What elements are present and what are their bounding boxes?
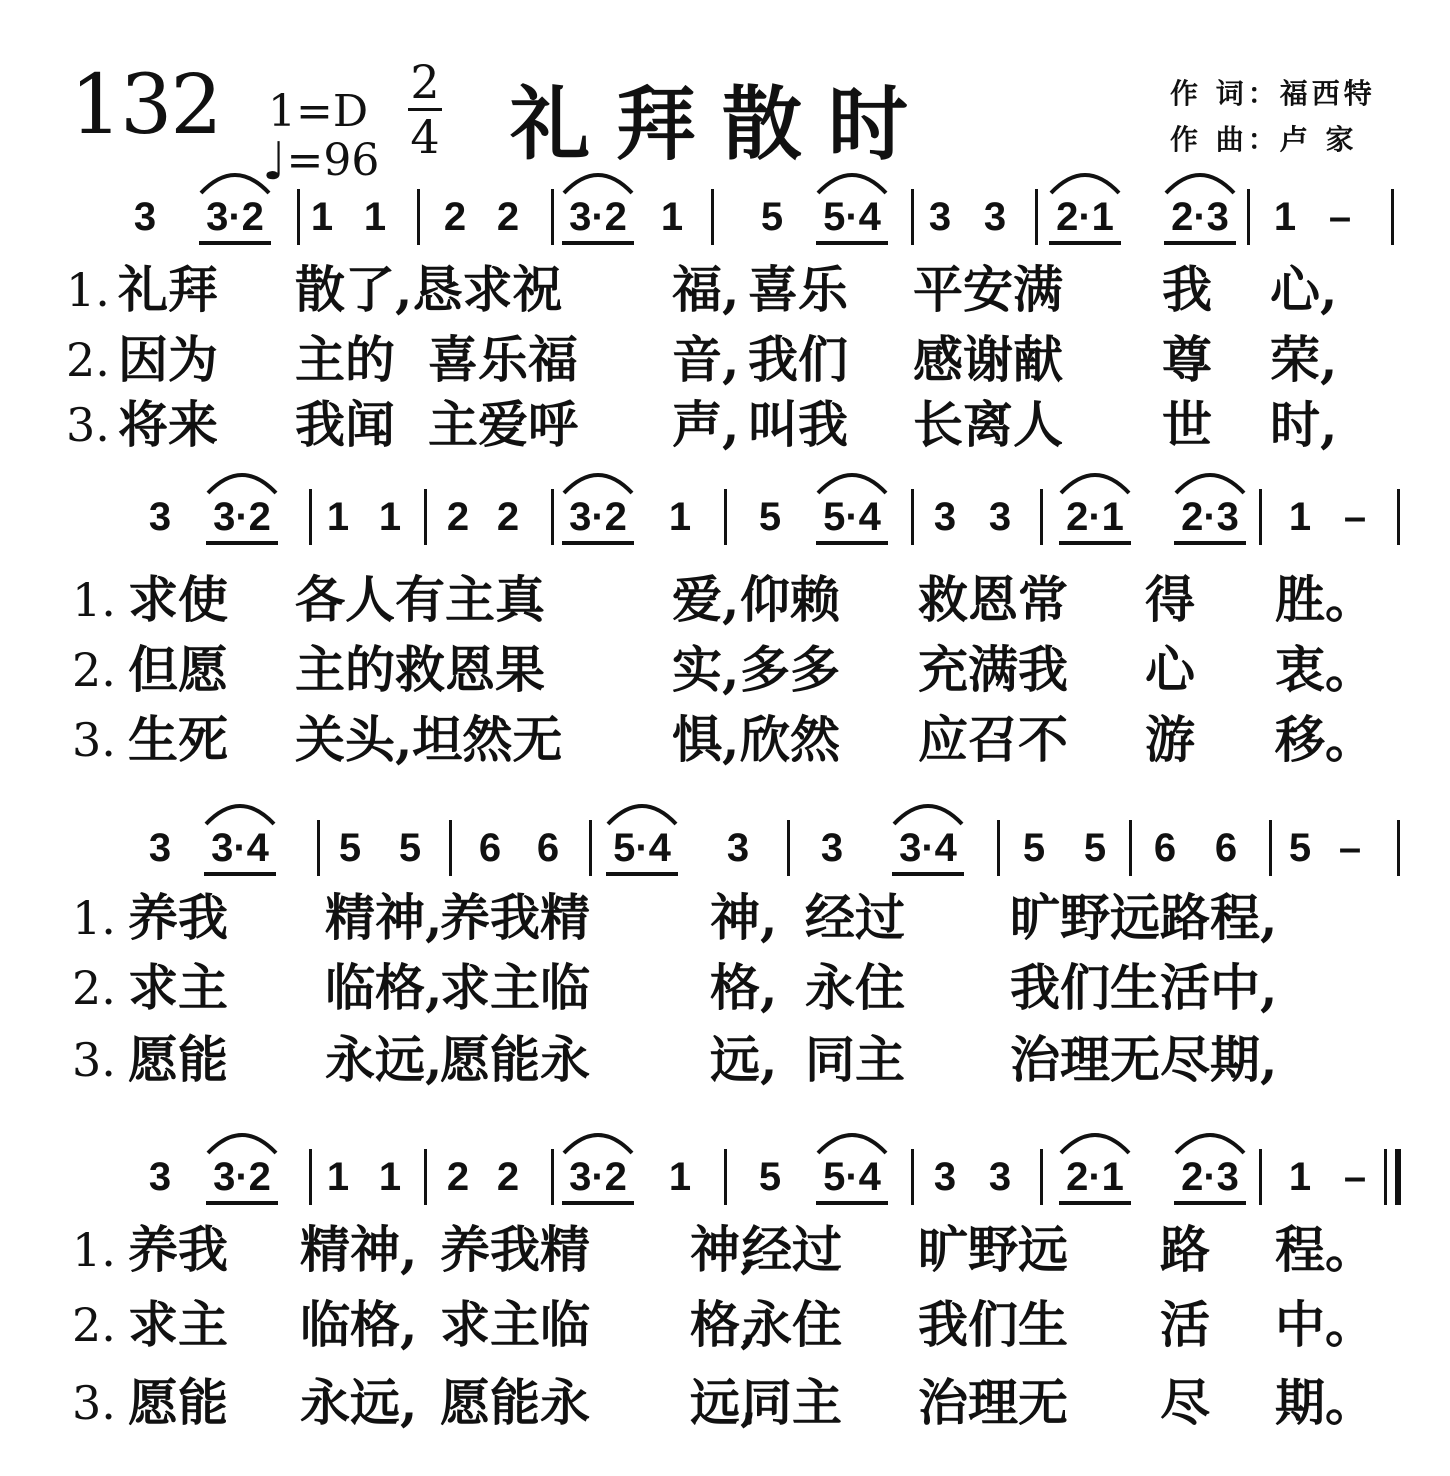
lyric-chunk: 尽 bbox=[1160, 1373, 1210, 1432]
lyric-chunk: 音, bbox=[672, 330, 740, 389]
score-note: 1 bbox=[1273, 195, 1297, 239]
score-note: 3 bbox=[933, 1155, 957, 1199]
lyric-chunk: 生死 bbox=[128, 710, 228, 769]
slur-arc bbox=[1176, 475, 1244, 493]
lyric-chunk: 经过 bbox=[805, 888, 905, 947]
lyric-chunk: 声, bbox=[672, 395, 740, 454]
lyric-chunk: 期。 bbox=[1275, 1373, 1375, 1432]
lyric-chunk: 精神, bbox=[325, 888, 443, 947]
score-note: 2 bbox=[496, 495, 520, 539]
score-note: 2 bbox=[496, 195, 520, 239]
tempo-value: =96 bbox=[286, 135, 380, 186]
verse-number: 3. bbox=[72, 1033, 116, 1087]
lyric-chunk: 养我 bbox=[128, 1220, 228, 1279]
score-note: 5·4 bbox=[613, 826, 671, 870]
lyric-chunk: 经过 bbox=[742, 1220, 842, 1279]
lyric-chunk: 心 bbox=[1145, 640, 1195, 699]
score-note: 3 bbox=[726, 826, 750, 870]
verse-number: 2. bbox=[72, 1298, 116, 1352]
score-note: 5 bbox=[338, 826, 362, 870]
score-note: 1 bbox=[378, 495, 402, 539]
lyric-chunk: 神, bbox=[690, 1220, 758, 1279]
lyric-chunk: 愿能 bbox=[128, 1373, 228, 1432]
slur-arc bbox=[206, 806, 274, 824]
lyric-chunk: 应召不 bbox=[918, 710, 1068, 769]
score-note: 3 bbox=[933, 495, 957, 539]
score-note: 1 bbox=[378, 1155, 402, 1199]
score-note: 6 bbox=[1153, 826, 1177, 870]
quarter-note-icon: ♩ bbox=[262, 132, 287, 192]
lyric-chunk: 活 bbox=[1160, 1295, 1210, 1354]
verse-number: 3. bbox=[72, 713, 116, 767]
lyric-chunk: 永远, bbox=[325, 1030, 443, 1089]
lyric-chunk: 远, bbox=[710, 1030, 778, 1089]
score-note: 3·2 bbox=[569, 495, 627, 539]
lyric-chunk: 格, bbox=[710, 958, 778, 1017]
score-note: 5·4 bbox=[823, 195, 881, 239]
score-note: 3 bbox=[148, 826, 172, 870]
score-note: 2·3 bbox=[1181, 495, 1239, 539]
slur-arc bbox=[208, 475, 276, 493]
score-note: 3·2 bbox=[206, 195, 264, 239]
lyric-chunk: 主的 bbox=[295, 330, 395, 389]
verse-number: 3. bbox=[72, 1376, 116, 1430]
lyric-chunk: 治理无尽期, bbox=[1010, 1030, 1278, 1089]
lyric-chunk: 求主临 bbox=[440, 958, 590, 1017]
lyric-chunk: 永住 bbox=[742, 1295, 842, 1354]
score-note: – bbox=[1343, 495, 1367, 539]
lyric-chunk: 喜乐 bbox=[748, 260, 848, 319]
lyric-chunk: 充满我 bbox=[918, 640, 1068, 699]
lyric-chunk: 旷野远 bbox=[918, 1220, 1068, 1279]
slur-arc bbox=[564, 175, 632, 193]
score-note: 3·2 bbox=[569, 195, 627, 239]
verse-number: 1. bbox=[72, 573, 116, 627]
score-note: 2 bbox=[446, 495, 470, 539]
lyric-chunk: 求主临 bbox=[440, 1295, 590, 1354]
lyric-chunk: 心, bbox=[1270, 260, 1338, 319]
score-note: 5 bbox=[758, 1155, 782, 1199]
score-note: 3·2 bbox=[569, 1155, 627, 1199]
lyric-chunk: 神, bbox=[710, 888, 778, 947]
lyric-chunk: 实, bbox=[672, 640, 740, 699]
key-signature: 1=D bbox=[268, 86, 369, 137]
lyric-chunk: 但愿 bbox=[128, 640, 228, 699]
lyric-chunk: 欣然 bbox=[740, 710, 840, 769]
lyric-chunk: 程。 bbox=[1275, 1220, 1375, 1279]
score-note: 3·2 bbox=[213, 1155, 271, 1199]
lyric-chunk: 叫我 bbox=[748, 395, 848, 454]
score-note: 3 bbox=[988, 1155, 1012, 1199]
lyric-chunk: 求主 bbox=[128, 958, 228, 1017]
lyric-chunk: 旷野远路程, bbox=[1010, 888, 1278, 947]
lyric-chunk: 愿能永 bbox=[440, 1373, 590, 1432]
score-note: 6 bbox=[536, 826, 560, 870]
lyric-chunk: 得 bbox=[1145, 570, 1195, 629]
lyric-chunk: 主的救恩果 bbox=[295, 640, 545, 699]
lyric-chunk: 荣, bbox=[1270, 330, 1338, 389]
lyric-chunk: 救恩常 bbox=[918, 570, 1068, 629]
score-note: 2 bbox=[443, 195, 467, 239]
lyric-chunk: 中。 bbox=[1275, 1295, 1375, 1354]
lyric-chunk: 求使 bbox=[128, 570, 228, 629]
verse-number: 1. bbox=[66, 263, 110, 317]
score-note: 5 bbox=[1288, 826, 1312, 870]
lyric-chunk: 临格, bbox=[300, 1295, 418, 1354]
lyric-chunk: 养我精 bbox=[440, 888, 590, 947]
lyric-chunk: 格, bbox=[690, 1295, 758, 1354]
slur-arc bbox=[1166, 175, 1234, 193]
slur-arc bbox=[608, 806, 676, 824]
score-note: 2 bbox=[496, 1155, 520, 1199]
score-note: 2·1 bbox=[1066, 1155, 1124, 1199]
lyric-chunk: 时, bbox=[1270, 395, 1338, 454]
lyric-chunk: 养我精 bbox=[440, 1220, 590, 1279]
slur-arc bbox=[818, 1135, 886, 1153]
hymn-number: 132 bbox=[70, 58, 221, 153]
score-note: – bbox=[1338, 826, 1362, 870]
lyric-chunk: 永远, bbox=[300, 1373, 418, 1432]
lyric-chunk: 治理无 bbox=[918, 1373, 1068, 1432]
lyric-chunk: 我们 bbox=[748, 330, 848, 389]
lyric-chunk: 精神, bbox=[300, 1220, 418, 1279]
score-note: 5 bbox=[758, 495, 782, 539]
score-note: 2·1 bbox=[1066, 495, 1124, 539]
score-note: 3 bbox=[820, 826, 844, 870]
lyric-chunk: 临格, bbox=[325, 958, 443, 1017]
lyric-chunk: 主爱呼 bbox=[428, 395, 578, 454]
score-note: 5·4 bbox=[823, 1155, 881, 1199]
lyric-chunk: 我闻 bbox=[295, 395, 395, 454]
lyric-chunk: 移。 bbox=[1275, 710, 1375, 769]
lyric-chunk: 因为 bbox=[118, 330, 218, 389]
score-note: 2·3 bbox=[1181, 1155, 1239, 1199]
verse-number: 2. bbox=[66, 333, 110, 387]
lyric-chunk: 爱, bbox=[672, 570, 740, 629]
lyric-chunk: 长离人 bbox=[913, 395, 1063, 454]
lyric-chunk: 世 bbox=[1162, 395, 1212, 454]
score-note: 1 bbox=[1288, 495, 1312, 539]
lyric-chunk: 我们生 bbox=[918, 1295, 1068, 1354]
lyric-chunk: 福, bbox=[672, 260, 740, 319]
score-note: 3·4 bbox=[899, 826, 957, 870]
score-note: 6 bbox=[478, 826, 502, 870]
lyric-chunk: 胜。 bbox=[1275, 570, 1375, 629]
score-note: 5·4 bbox=[823, 495, 881, 539]
lyric-chunk: 我们生活中, bbox=[1010, 958, 1278, 1017]
lyric-chunk: 惧, bbox=[672, 710, 740, 769]
score-note: 3 bbox=[148, 495, 172, 539]
verse-number: 1. bbox=[72, 891, 116, 945]
lyric-chunk: 同主 bbox=[742, 1373, 842, 1432]
lyric-chunk: 平安满 bbox=[913, 260, 1063, 319]
score-note: 3 bbox=[983, 195, 1007, 239]
lyric-chunk: 关头,坦然无 bbox=[295, 710, 563, 769]
score-note: 1 bbox=[310, 195, 334, 239]
score-note: 3 bbox=[148, 1155, 172, 1199]
score-note: 3 bbox=[928, 195, 952, 239]
slur-arc bbox=[1176, 1135, 1244, 1153]
slur-arc bbox=[564, 1135, 632, 1153]
lyric-chunk: 多多 bbox=[740, 640, 840, 699]
slur-arc bbox=[201, 175, 269, 193]
score-note: 1 bbox=[660, 195, 684, 239]
time-signature-bottom: 4 bbox=[410, 110, 440, 164]
lyric-chunk: 游 bbox=[1145, 710, 1195, 769]
hymn-title: 礼拜散时 bbox=[510, 77, 934, 171]
score-note: – bbox=[1328, 195, 1352, 239]
slur-arc bbox=[1061, 1135, 1129, 1153]
score-note: 3·2 bbox=[213, 495, 271, 539]
lyric-chunk: 同主 bbox=[805, 1030, 905, 1089]
score-note: 1 bbox=[363, 195, 387, 239]
slur-arc bbox=[818, 475, 886, 493]
lyric-chunk: 远, bbox=[690, 1373, 758, 1432]
score-note: 3 bbox=[133, 195, 157, 239]
lyric-chunk: 我 bbox=[1162, 260, 1212, 319]
score-note: 1 bbox=[326, 1155, 350, 1199]
score-note: 1 bbox=[1288, 1155, 1312, 1199]
score-note: 1 bbox=[668, 1155, 692, 1199]
score-note: 2·3 bbox=[1171, 195, 1229, 239]
slur-arc bbox=[564, 475, 632, 493]
lyric-chunk: 礼拜 bbox=[118, 260, 218, 319]
score-note: 5 bbox=[760, 195, 784, 239]
score-note: 6 bbox=[1214, 826, 1238, 870]
slur-arc bbox=[1061, 475, 1129, 493]
lyric-chunk: 路 bbox=[1160, 1220, 1210, 1279]
score-note: – bbox=[1343, 1155, 1367, 1199]
lyric-chunk: 喜乐福 bbox=[428, 330, 578, 389]
lyricist-credit: 作 词：福西特 bbox=[1170, 77, 1376, 110]
verse-number: 2. bbox=[72, 961, 116, 1015]
lyric-chunk: 愿能永 bbox=[440, 1030, 590, 1089]
time-signature-top: 2 bbox=[410, 55, 440, 109]
lyric-chunk: 散了,恳求祝 bbox=[295, 260, 563, 319]
score-note: 1 bbox=[668, 495, 692, 539]
score-note: 2·1 bbox=[1056, 195, 1114, 239]
lyric-chunk: 衷。 bbox=[1275, 640, 1375, 699]
composer-credit: 作 曲：卢 家 bbox=[1170, 123, 1358, 156]
lyric-chunk: 养我 bbox=[128, 888, 228, 947]
score-note: 5 bbox=[398, 826, 422, 870]
slur-arc bbox=[818, 175, 886, 193]
lyric-chunk: 将来 bbox=[118, 395, 218, 454]
verse-number: 3. bbox=[66, 398, 110, 452]
lyric-chunk: 永住 bbox=[805, 958, 905, 1017]
lyric-chunk: 各人有主真 bbox=[295, 570, 545, 629]
lyric-chunk: 尊 bbox=[1162, 330, 1212, 389]
score-note: 3 bbox=[988, 495, 1012, 539]
lyric-chunk: 感谢献 bbox=[913, 330, 1063, 389]
verse-number: 2. bbox=[72, 643, 116, 697]
slur-arc bbox=[894, 806, 962, 824]
score-note: 5 bbox=[1022, 826, 1046, 870]
score-note: 1 bbox=[326, 495, 350, 539]
verse-number: 1. bbox=[72, 1223, 116, 1277]
lyric-chunk: 求主 bbox=[128, 1295, 228, 1354]
slur-arc bbox=[1051, 175, 1119, 193]
lyric-chunk: 仰赖 bbox=[740, 570, 840, 629]
lyric-chunk: 愿能 bbox=[128, 1030, 228, 1089]
score-note: 3·4 bbox=[211, 826, 269, 870]
score-note: 5 bbox=[1083, 826, 1107, 870]
slur-arc bbox=[208, 1135, 276, 1153]
score-note: 2 bbox=[446, 1155, 470, 1199]
